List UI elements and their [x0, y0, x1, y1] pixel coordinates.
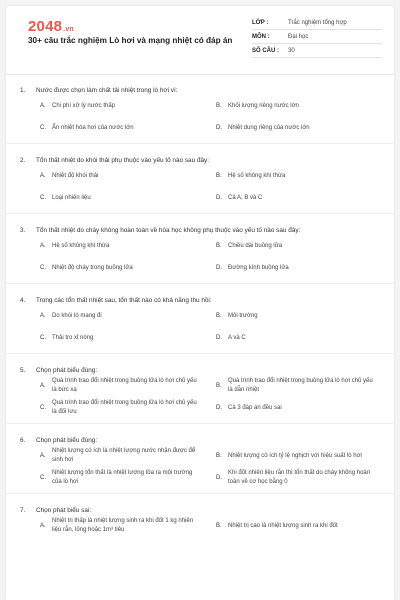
option-c[interactable]	[40, 467, 216, 489]
question-text: Tổn thất nhiệt do khói thải phụ thuộc vào yếu tố nào sau đây:	[36, 157, 210, 164]
question-4	[6, 290, 394, 354]
option-letter: C.	[40, 124, 46, 131]
option-a[interactable]	[40, 165, 216, 187]
option-text: A và C	[228, 334, 246, 341]
info-key: LỚP :	[252, 19, 269, 26]
option-letter: B.	[216, 242, 222, 249]
info-row-count	[252, 44, 382, 58]
option-letter: A.	[40, 382, 46, 389]
question-text: Chọn phát biểu đúng:	[36, 367, 98, 374]
info-row-subject	[252, 30, 382, 44]
question-number: 5.	[20, 367, 26, 374]
question-divider	[6, 493, 394, 494]
option-letter: A.	[40, 172, 46, 179]
option-d[interactable]	[216, 467, 392, 489]
option-b[interactable]	[216, 305, 392, 327]
option-letter: D.	[216, 334, 222, 341]
option-a[interactable]	[40, 95, 216, 117]
option-text: Nhiệt độ khói thải	[52, 172, 99, 179]
question-5	[6, 360, 394, 424]
question-1	[6, 80, 394, 144]
option-d[interactable]	[216, 327, 392, 349]
question-divider	[6, 423, 394, 424]
question-divider	[6, 213, 394, 214]
option-letter: B.	[216, 172, 222, 179]
info-value: 30	[288, 47, 295, 54]
option-letter: D.	[216, 264, 222, 271]
logo-suffix: .vn	[63, 26, 74, 33]
option-letter: D.	[216, 194, 222, 201]
option-letter: B.	[216, 522, 222, 529]
option-text: Cả 3 đáp án đều sai	[228, 404, 282, 411]
option-c[interactable]	[40, 187, 216, 209]
option-c[interactable]	[40, 117, 216, 139]
option-c[interactable]	[40, 327, 216, 349]
option-text: Nhiệt trị cao là nhiệt lượng sinh ra khi đốt	[228, 522, 338, 529]
option-b[interactable]	[216, 235, 392, 257]
question-divider	[6, 143, 394, 144]
option-letter: D.	[216, 404, 222, 411]
option-letter: C.	[40, 264, 46, 271]
question-text: Chọn phát biểu sai:	[36, 507, 92, 514]
question-text: Tổn thất nhiệt do cháy không hoàn toàn về hóa học không phụ thuộc vào yếu tố nào sau đây:	[36, 227, 301, 234]
option-a[interactable]	[40, 305, 216, 327]
question-3	[6, 220, 394, 284]
option-b[interactable]	[216, 515, 392, 537]
info-table	[252, 16, 382, 58]
question-6	[6, 430, 394, 494]
option-b[interactable]	[216, 165, 392, 187]
option-letter: C.	[40, 194, 46, 201]
option-letter: B.	[216, 312, 222, 319]
option-text: Đường kính buồng lửa	[228, 264, 289, 271]
option-text: Loại nhiên liệu	[52, 194, 91, 201]
question-divider	[6, 283, 394, 284]
option-text: Hệ số không khí thừa	[52, 242, 110, 249]
option-d[interactable]	[216, 187, 392, 209]
question-number: 3.	[20, 227, 26, 234]
option-a[interactable]	[40, 445, 216, 467]
question-number: 1.	[20, 87, 26, 94]
option-a[interactable]	[40, 375, 216, 397]
option-letter: C.	[40, 404, 46, 411]
question-list	[6, 80, 394, 543]
question-number: 2.	[20, 157, 26, 164]
option-letter: A.	[40, 522, 46, 529]
info-row-class	[252, 16, 382, 30]
option-letter: C.	[40, 334, 46, 341]
option-text: Quá trình trao đổi nhiệt trong buồng lửa lò hơi chủ yếu là dẫn nhiệt	[228, 378, 373, 393]
option-text: Nhiệt dung riêng của nước lớn	[228, 124, 310, 131]
option-letter: D.	[216, 124, 222, 131]
option-text: Cả A, B và C	[228, 194, 263, 201]
option-text: Nhiệt lượng có ích tỷ lệ nghịch với hiệu suất lò hơi	[228, 452, 362, 459]
option-letter: A.	[40, 452, 46, 459]
option-text: Thải tro xỉ nóng	[52, 334, 94, 341]
option-d[interactable]	[216, 397, 392, 419]
option-text: Do khói lò mang đi	[52, 312, 102, 319]
option-letter: A.	[40, 312, 46, 319]
option-letter: A.	[40, 102, 46, 109]
option-text: Khi đốt nhiên liệu rắn thì tổn thất do cháy không hoàn toàn về cơ học bằng 0	[228, 470, 371, 485]
header-divider	[6, 74, 394, 75]
option-text: Nhiệt trị thấp là nhiệt lượng sinh ra khi đốt 1 kg nhiên liệu rắn, lỏng hoặc 1m³ tiêu	[52, 518, 194, 533]
info-key: SỐ CÂU :	[252, 47, 279, 54]
option-a[interactable]	[40, 515, 216, 537]
info-value: Trắc nghiệm tổng hợp	[288, 19, 347, 26]
option-letter: B.	[216, 102, 222, 109]
option-text: Hệ số không khí thừa	[228, 172, 286, 179]
option-c[interactable]	[40, 257, 216, 279]
document-page	[6, 6, 394, 600]
question-number: 7.	[20, 507, 26, 514]
info-key: MÔN :	[252, 33, 270, 40]
document-header	[6, 6, 394, 74]
question-number: 6.	[20, 437, 26, 444]
option-letter: B.	[216, 382, 222, 389]
option-a[interactable]	[40, 235, 216, 257]
option-letter: B.	[216, 452, 222, 459]
question-7	[6, 500, 394, 537]
site-logo[interactable]	[28, 18, 74, 35]
option-c[interactable]	[40, 397, 216, 419]
option-text: Chiều dài buồng lửa	[228, 242, 283, 249]
question-2	[6, 150, 394, 214]
option-d[interactable]	[216, 117, 392, 139]
option-text: Quá trình trao đổi nhiệt trong buồng lửa lò hơi chủ yếu là bức xạ	[52, 378, 197, 393]
logo-text: 2048	[28, 18, 63, 35]
option-text: Quá trình trao đổi nhiệt trong buồng lửa lò hơi chủ yếu là đối lưu	[52, 400, 197, 415]
option-text: Nhiệt độ cháy trong buồng lửa	[52, 264, 133, 271]
info-value: Đại học	[288, 33, 309, 40]
option-b[interactable]	[216, 445, 392, 467]
option-d[interactable]	[216, 257, 392, 279]
option-b[interactable]	[216, 95, 392, 117]
option-text: Chi phí xử lý nước thấp	[52, 102, 115, 109]
question-text: Chọn phát biểu đúng:	[36, 437, 98, 444]
option-text: Môi trường	[228, 312, 258, 319]
page-title: 30+ câu trắc nghiệm Lò hơi và mạng nhiệt có đáp án	[28, 36, 233, 45]
option-text: Nhiệt lượng tổn thất là nhiệt lượng tỏa ra môi trường của lò hơi	[52, 470, 193, 485]
option-text: Khối lượng riêng nước lớn	[228, 102, 299, 109]
question-text: Trong các tổn thất nhiệt sau, tổn thất nào có khả năng thu hồi:	[36, 297, 212, 304]
question-divider	[6, 353, 394, 354]
option-b[interactable]	[216, 375, 392, 397]
option-letter: D.	[216, 474, 222, 481]
option-letter: C.	[40, 474, 46, 481]
option-text: Ẩn nhiệt hóa hơi của nước lớn	[52, 124, 134, 131]
question-number: 4.	[20, 297, 26, 304]
option-letter: A.	[40, 242, 46, 249]
option-text: Nhiệt lượng có ích là nhiệt lượng nước nhận được để sinh hơi	[52, 448, 196, 463]
question-text: Nước được chọn làm chất tải nhiệt trong lò hơi vì:	[36, 87, 178, 94]
